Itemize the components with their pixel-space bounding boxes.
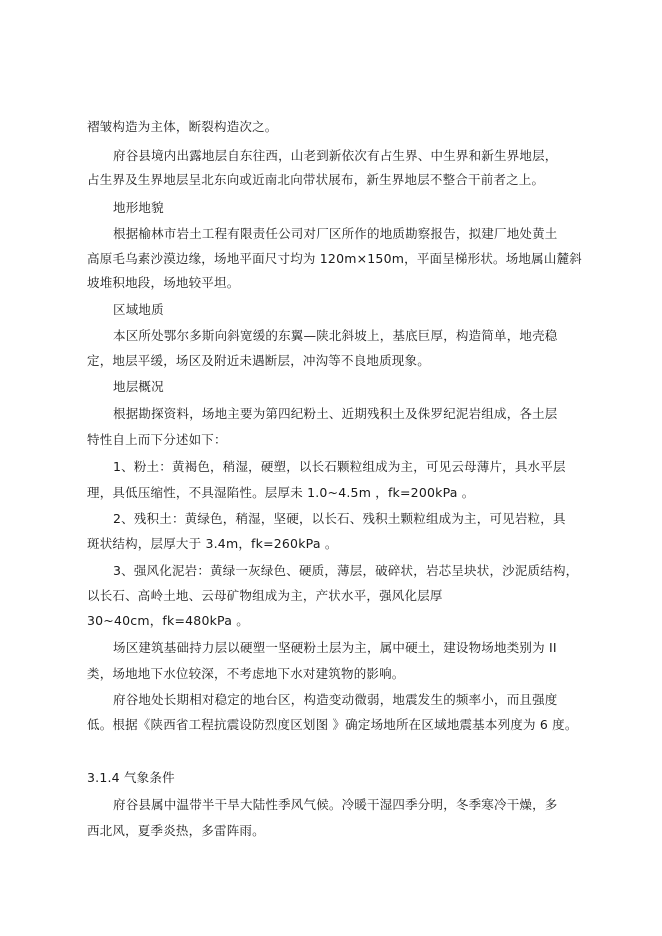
- text-line: 府谷地处长期相对稳定的地台区，构造变动微弱，地震发生的频率小，而且强度: [113, 692, 558, 707]
- text-line: 西北风，夏季炎热，多雷阵雨。: [87, 823, 265, 838]
- text-line: 根据勘探资料，场地主要为第四纪粉土、近期残积土及侏罗纪泥岩组成，各土层: [113, 406, 558, 421]
- text-line: 3、强风化泥岩：黄绿一灰绿色、硬质，薄层，破碎状，岩芯呈块状，沙泥质结构，: [113, 563, 579, 578]
- text-line: 根据榆林市岩土工程有限责任公司对厂区所作的地质勘察报告，拟建厂地处黄土: [113, 226, 558, 241]
- text-line: 斑状结构，层厚大于 3.4m，fk=260kPa 。: [87, 536, 338, 551]
- text-line: 本区所处鄂尔多斯向斜宽缓的东翼—陕北斜坡上，基底巨厚，构造简单，地壳稳: [113, 328, 558, 343]
- text-line: 府谷县属中温带半干旱大陆性季风气候。冷暖干湿四季分明，冬季寒冷干燥，多: [113, 797, 558, 812]
- section-heading: 地形地貌: [113, 200, 164, 215]
- text-line: 坡堆积地段，场地较平坦。: [87, 275, 240, 290]
- text-line: 场区建筑基础持力层以硬塑一坚硬粉土层为主，属中硬土，建设物场地类别为 II: [113, 640, 557, 655]
- section-heading: 3.1.4 气象条件: [87, 770, 175, 785]
- text-line: 低。根据《陕西省工程抗震设防烈度区划图 》确定场地所在区域地震基本列度为 6 度。: [87, 717, 578, 732]
- section-heading: 地层概况: [113, 379, 164, 394]
- text-line: 理，具低压缩性，不具湿陷性。层厚未 1.0~4.5m ，fk=200kPa 。: [87, 485, 475, 500]
- text-line: 特性自上而下分述如下：: [87, 432, 227, 447]
- text-line: 30~40cm，fk=480kPa 。: [87, 613, 249, 628]
- text-line: 以长石、高岭土地、云母矿物组成为主，产状水平，强风化层厚: [87, 588, 443, 603]
- text-line: 定，地层平缓，场区及附近未遇断层，冲沟等不良地质现象。: [87, 353, 430, 368]
- text-line: 2、残积土：黄绿色，稍湿，坚硬，以长石、残积土颗粒组成为主，可见岩粒，具: [113, 511, 566, 526]
- text-line: 类，场地地下水位较深，不考虑地下水对建筑物的影响。: [87, 666, 405, 681]
- text-line: 府谷县境内出露地层自东往西，山老到新依次有占生界、中生界和新生界地层，: [113, 148, 558, 163]
- text-line: 占生界及生界地层呈北东向或近南北向带状展布，新生界地层不整合干前者之上。: [87, 172, 545, 187]
- section-heading: 区域地质: [113, 302, 164, 317]
- text-line: 褶皱构造为主体，断裂构造次之。: [87, 119, 278, 134]
- text-line: 高原毛乌素沙漠边缘，场地平面尺寸均为 120m×150m，平面呈梯形状。场地属山麓斜: [87, 251, 582, 266]
- text-line: 1、粉土：黄褐色，稍湿，硬塑，以长石颗粒组成为主，可见云母薄片，具水平层: [113, 459, 566, 474]
